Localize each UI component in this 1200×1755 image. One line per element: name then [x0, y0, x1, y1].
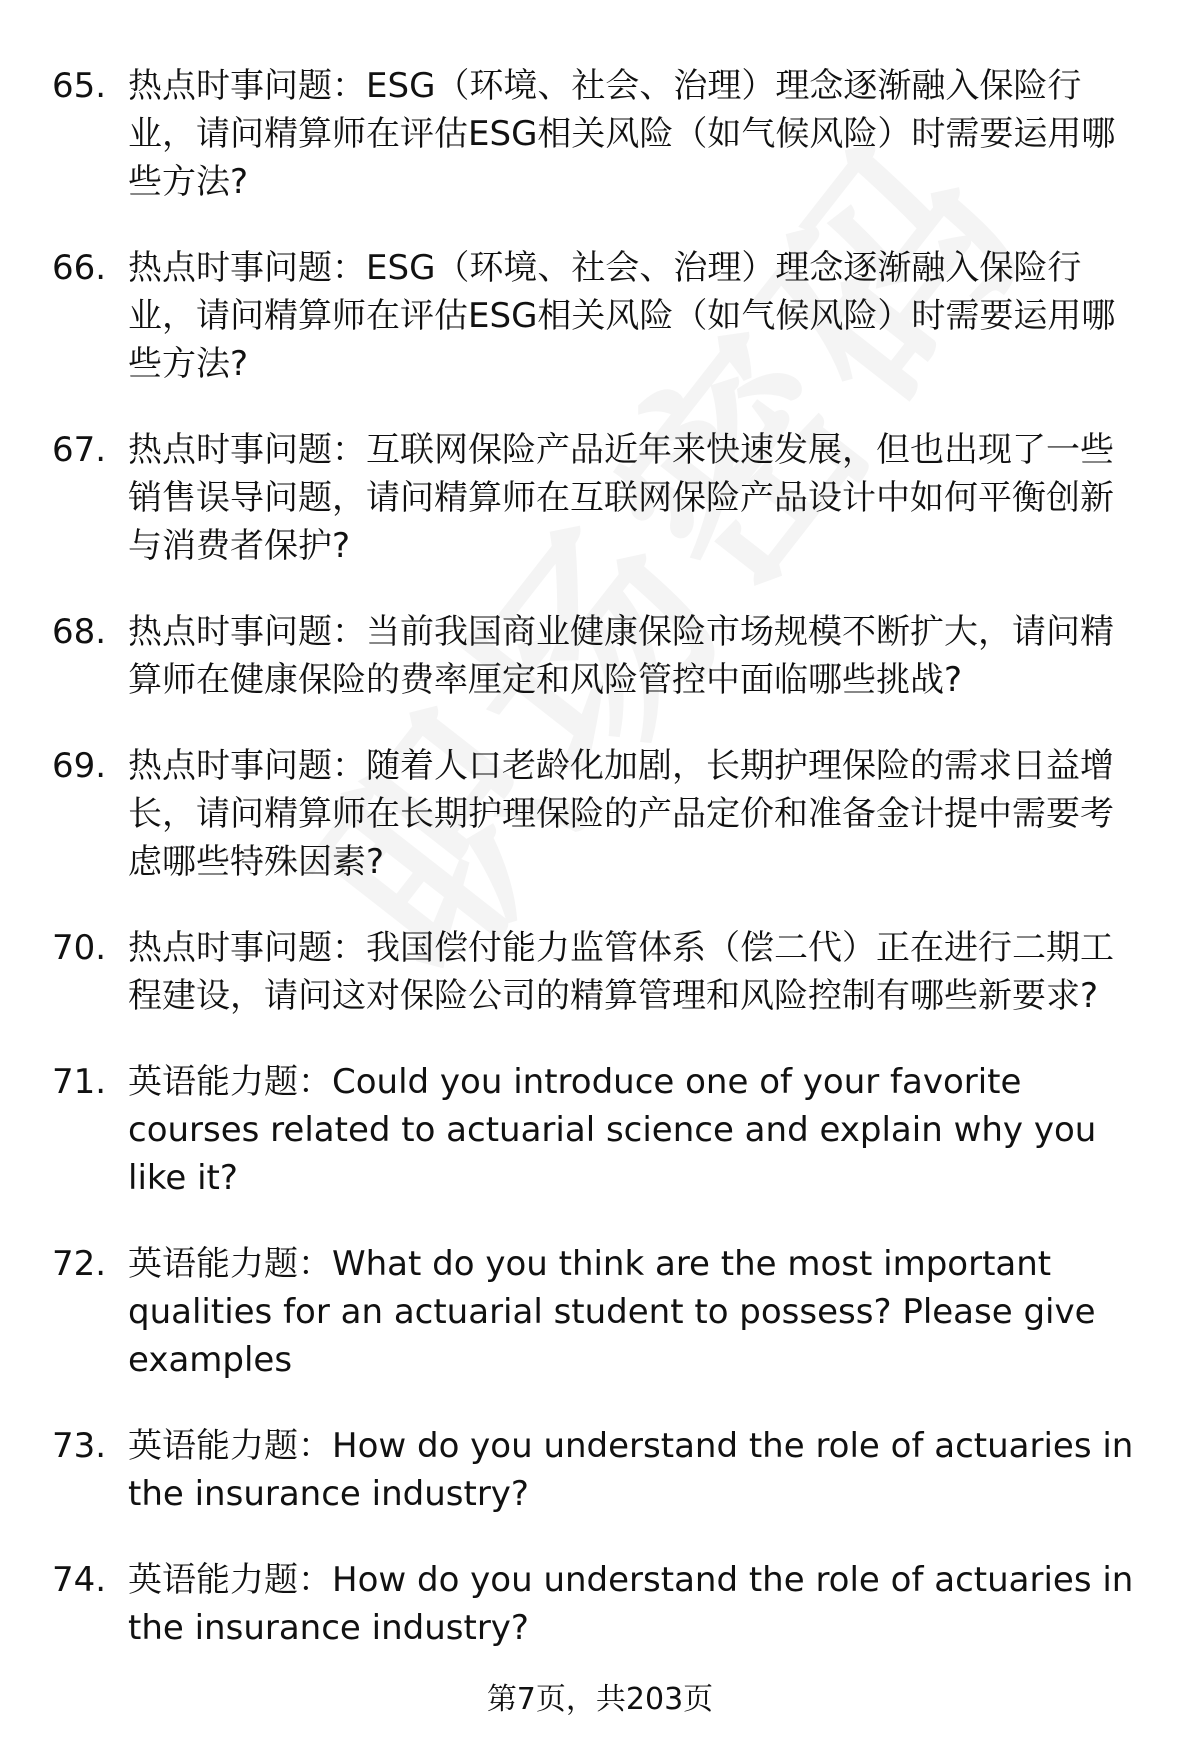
question-number: 68.	[52, 612, 107, 652]
question-text: 热点时事问题：互联网保险产品近年来快速发展，但也出现了一些销售误导问题，请问精算师在互联网保险产品设计中如何平衡创新与消费者保护?	[128, 430, 1114, 566]
question-number: 73.	[52, 1426, 107, 1466]
question-number: 66.	[52, 248, 107, 288]
question-number: 65.	[52, 66, 107, 106]
question-text: 英语能力题：How do you understand the role of actuaries in the insurance industry?	[128, 1560, 1134, 1648]
question-text: 热点时事问题：随着人口老龄化加剧，长期护理保险的需求日益增长，请问精算师在长期护理保险的产品定价和准备金计提中需要考虑哪些特殊因素?	[128, 746, 1114, 882]
question-text: 热点时事问题：当前我国商业健康保险市场规模不断扩大，请问精算师在健康保险的费率厘定和风险管控中面临哪些挑战?	[128, 612, 1114, 700]
question-text: 英语能力题：Could you introduce one of your favorite courses related to actuarial science and explain why you like it?	[128, 1062, 1097, 1198]
question-number: 70.	[52, 928, 107, 968]
question-item-65	[52, 62, 1142, 206]
question-list	[52, 62, 1142, 1690]
question-text: 热点时事问题：ESG（环境、社会、治理）理念逐渐融入保险行业，请问精算师在评估ESG相关风险（如气候风险）时需要运用哪些方法?	[128, 248, 1116, 384]
question-item-72	[52, 1240, 1142, 1384]
question-text: 热点时事问题：我国偿付能力监管体系（偿二代）正在进行二期工程建设，请问这对保险公司的精算管理和风险控制有哪些新要求?	[128, 928, 1114, 1016]
question-item-70	[52, 924, 1142, 1020]
question-item-74	[52, 1556, 1142, 1652]
question-number: 74.	[52, 1560, 107, 1600]
question-item-71	[52, 1058, 1142, 1202]
question-text: 英语能力题：How do you understand the role of actuaries in the insurance industry?	[128, 1426, 1134, 1514]
question-text: 英语能力题：What do you think are the most important qualities for an actuarial student to possess? Please give examples	[128, 1244, 1096, 1380]
question-number: 72.	[52, 1244, 107, 1284]
question-item-67	[52, 426, 1142, 570]
question-number: 71.	[52, 1062, 107, 1102]
question-number: 67.	[52, 430, 107, 470]
page-footer: 第7页，共203页	[486, 1682, 714, 1717]
question-item-66	[52, 244, 1142, 388]
question-item-73	[52, 1422, 1142, 1518]
question-text: 热点时事问题：ESG（环境、社会、治理）理念逐渐融入保险行业，请问精算师在评估ESG相关风险（如气候风险）时需要运用哪些方法?	[128, 66, 1116, 202]
question-item-68	[52, 608, 1142, 704]
question-item-69	[52, 742, 1142, 886]
question-number: 69.	[52, 746, 107, 786]
